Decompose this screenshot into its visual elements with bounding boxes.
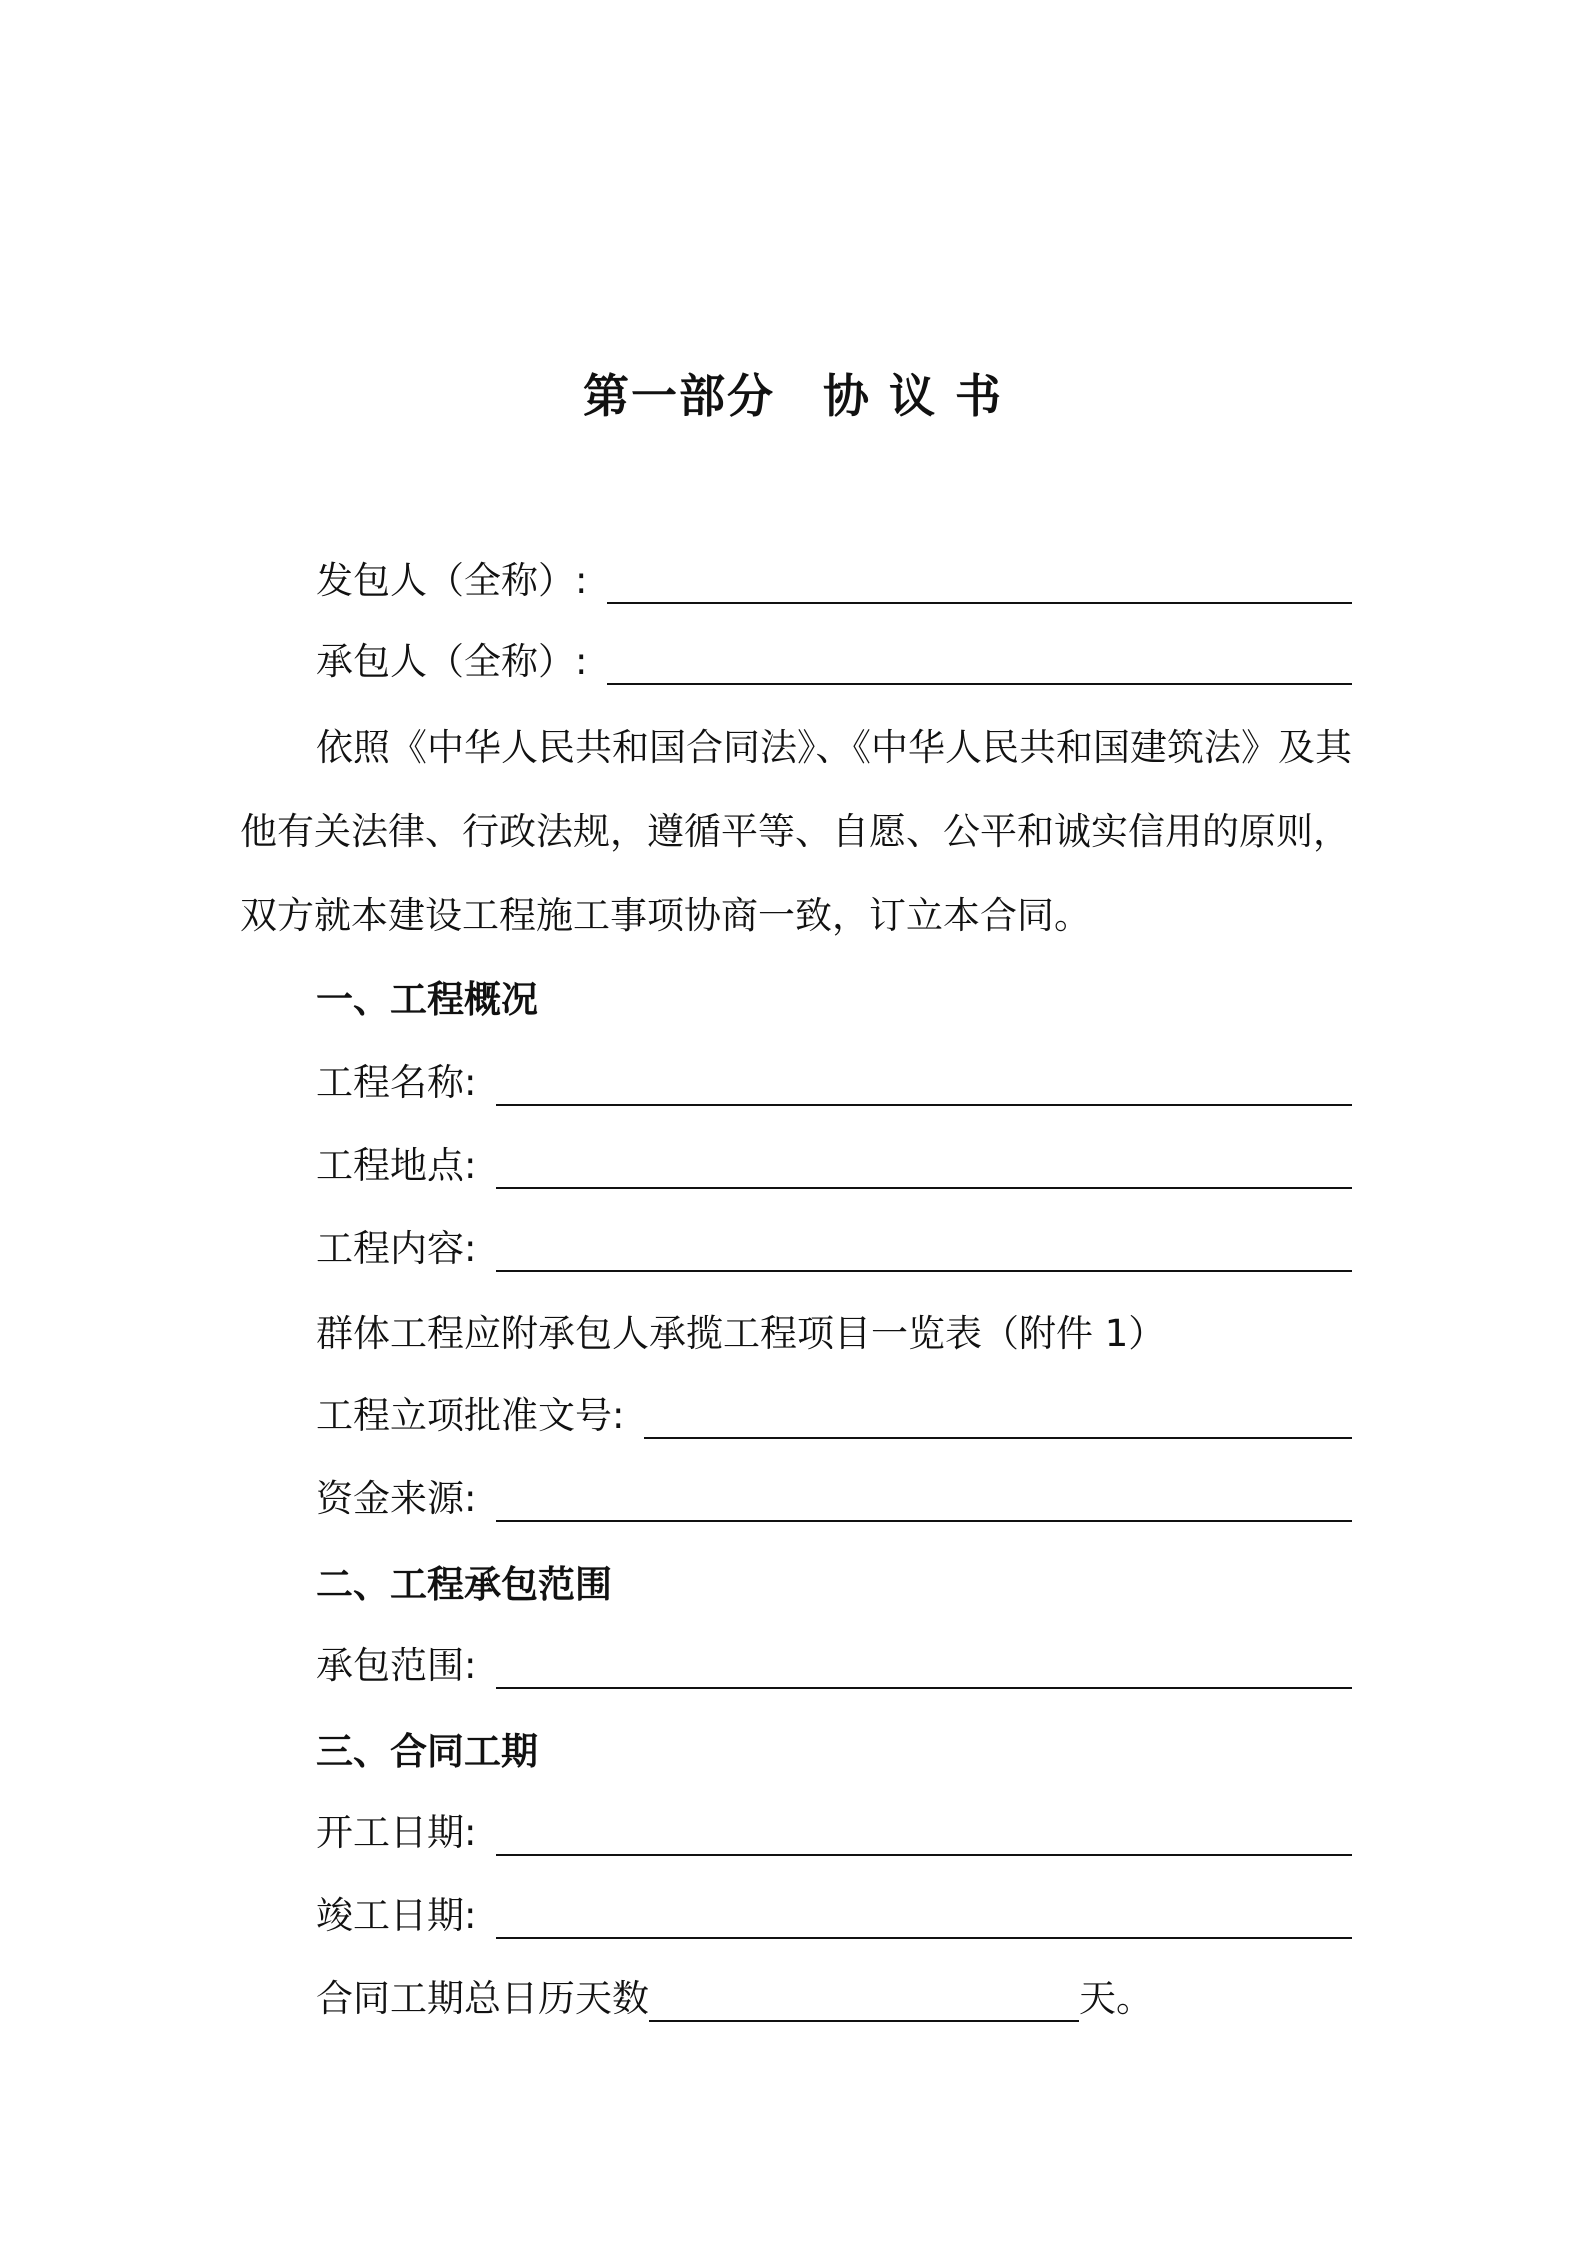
total-days-prefix: 合同工期总日历天数 (316, 1977, 649, 2020)
section-1-heading: 一、工程概况 (316, 978, 538, 1021)
approval-number-blank[interactable] (644, 1397, 1352, 1439)
funding-source-label: 资金来源: (316, 1477, 477, 1520)
project-name-row (316, 1058, 1352, 1108)
start-date-blank[interactable] (496, 1814, 1352, 1856)
intro-line-1: 依照《中华人民共和国合同法》、《中华人民共和国建筑法》及其 (316, 726, 1352, 769)
project-content-row (316, 1224, 1352, 1274)
funding-source-row (316, 1474, 1352, 1524)
project-location-label: 工程地点: (316, 1144, 477, 1187)
group-project-note: 群体工程应附承包人承揽工程项目一览表（附件 1） (316, 1312, 1166, 1355)
employer-label: 发包人（全称）: (316, 559, 588, 602)
total-days-blank[interactable] (649, 1980, 1079, 2022)
page-title: 第一部分 协 议 书 (582, 369, 1004, 423)
total-days-suffix: 天。 (1079, 1977, 1153, 2020)
project-content-label: 工程内容: (316, 1227, 477, 1270)
approval-number-label: 工程立项批准文号: (316, 1394, 625, 1437)
funding-source-blank[interactable] (496, 1480, 1352, 1522)
section-3-heading: 三、合同工期 (316, 1730, 538, 1773)
intro-line-2: 他有关法律、行政法规，遵循平等、自愿、公平和诚实信用的原则， (240, 810, 1350, 853)
contractor-label: 承包人（全称）: (316, 640, 588, 683)
start-date-row (316, 1808, 1352, 1858)
approval-number-row (316, 1391, 1352, 1441)
project-name-blank[interactable] (496, 1064, 1352, 1106)
project-location-blank[interactable] (496, 1147, 1352, 1189)
total-days-row (316, 1974, 1153, 2024)
contractor-field-row (316, 637, 1352, 687)
intro-line-3: 双方就本建设工程施工事项协商一致，订立本合同。 (240, 894, 1091, 937)
start-date-label: 开工日期: (316, 1811, 477, 1854)
completion-date-row (316, 1891, 1352, 1941)
contractor-blank[interactable] (607, 643, 1352, 685)
project-name-label: 工程名称: (316, 1061, 477, 1104)
scope-row (316, 1641, 1352, 1691)
section-2-heading: 二、工程承包范围 (316, 1563, 612, 1606)
completion-date-label: 竣工日期: (316, 1894, 477, 1937)
employer-blank[interactable] (607, 562, 1352, 604)
project-content-blank[interactable] (496, 1230, 1352, 1272)
completion-date-blank[interactable] (496, 1897, 1352, 1939)
employer-field-row (316, 556, 1352, 606)
project-location-row (316, 1141, 1352, 1191)
scope-blank[interactable] (496, 1647, 1352, 1689)
scope-label: 承包范围: (316, 1644, 477, 1687)
